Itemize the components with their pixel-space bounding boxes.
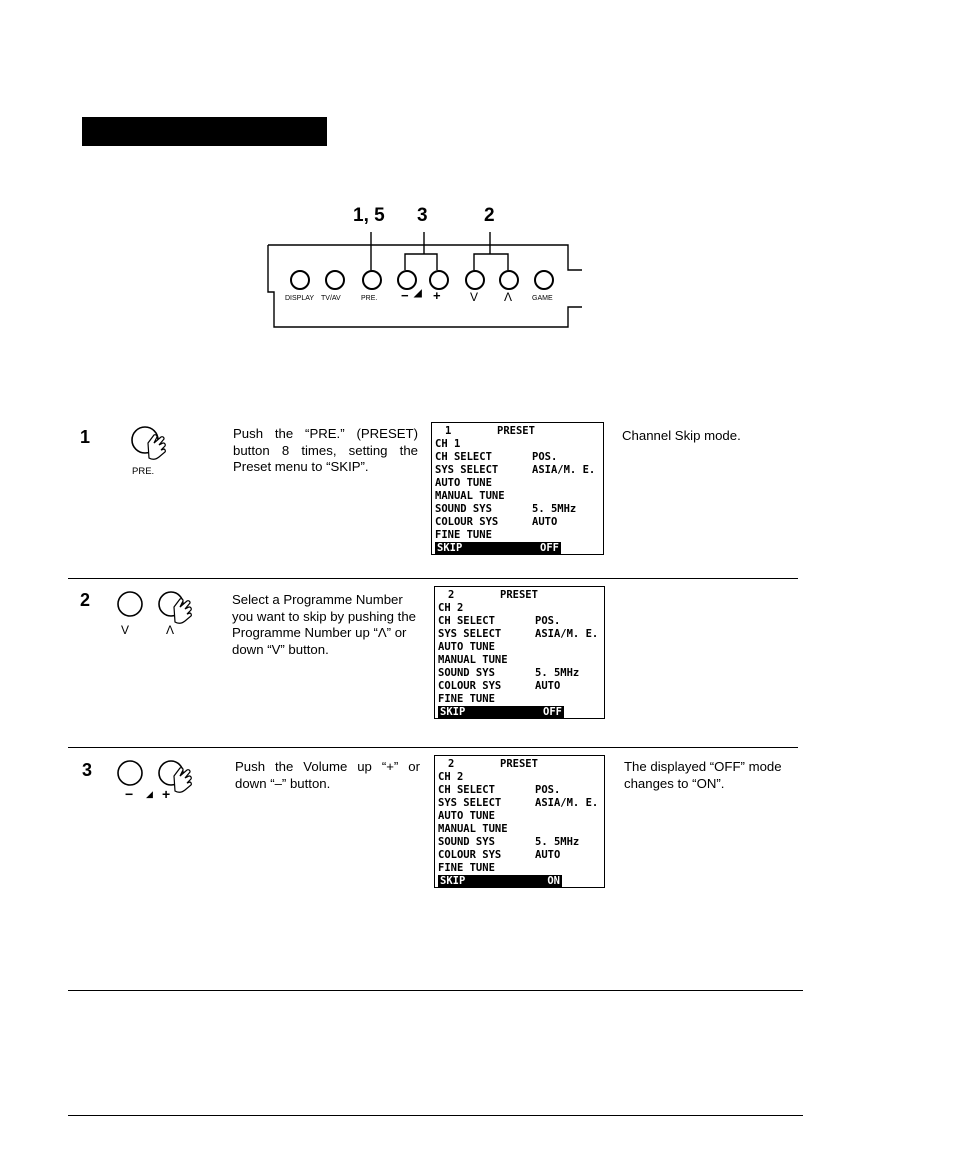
- osd-channel: CH 1: [435, 438, 461, 450]
- osd-skip-highlight: [438, 706, 564, 719]
- programme-down-button[interactable]: [465, 270, 485, 290]
- osd-skip-value: OFF: [543, 706, 562, 718]
- osd-skip-label: SKIP: [437, 542, 463, 554]
- osd-channel: CH 2: [438, 771, 464, 783]
- osd-label: MANUAL TUNE: [438, 823, 508, 835]
- osd-value: 5. 5MHz: [532, 503, 577, 515]
- osd-label: CH SELECT: [438, 615, 495, 627]
- osd-channel: CH 2: [438, 602, 464, 614]
- plus-label: +: [162, 786, 171, 802]
- down-label: V: [121, 623, 130, 637]
- osd-screen-step-3: [434, 755, 605, 888]
- osd-skip-label: SKIP: [440, 706, 466, 718]
- osd-value: POS.: [535, 615, 561, 627]
- osd-value: ASIA/M. E.: [535, 797, 599, 809]
- pre-icon-label: PRE.: [132, 466, 155, 477]
- osd-label: AUTO TUNE: [438, 810, 495, 822]
- osd-value: AUTO: [535, 849, 561, 861]
- game-label: GAME: [532, 295, 553, 302]
- game-button[interactable]: [534, 270, 554, 290]
- osd-label: SOUND SYS: [435, 503, 492, 515]
- section-divider: [68, 1115, 803, 1116]
- osd-value: 5. 5MHz: [535, 667, 580, 679]
- osd-skip-value: OFF: [540, 542, 559, 554]
- osd-skip-label: SKIP: [440, 875, 466, 887]
- osd-label: FINE TUNE: [435, 529, 492, 541]
- osd-value: POS.: [535, 784, 561, 796]
- osd-label: AUTO TUNE: [435, 477, 492, 489]
- hand-icon: [128, 423, 178, 467]
- step-3-note: The displayed “OFF” mode changes to “ON”.: [624, 759, 782, 791]
- volume-down-button[interactable]: [397, 270, 417, 290]
- step-1-note: Channel Skip mode.: [622, 428, 741, 443]
- osd-label: COLOUR SYS: [435, 516, 499, 528]
- osd-label: MANUAL TUNE: [435, 490, 505, 502]
- osd-label: CH SELECT: [438, 784, 495, 796]
- preset-button[interactable]: [362, 270, 382, 290]
- minus-label: −: [125, 786, 134, 802]
- preset-label: PRE.: [361, 295, 378, 302]
- osd-title: PRESET: [497, 425, 535, 437]
- osd-value: AUTO: [532, 516, 558, 528]
- osd-label: SYS SELECT: [438, 628, 502, 640]
- down-arrow-symbol: V: [470, 290, 479, 304]
- minus-symbol: −: [401, 288, 409, 303]
- step-divider: [68, 747, 798, 748]
- osd-title: PRESET: [500, 589, 538, 601]
- osd-skip-highlight: [438, 875, 562, 888]
- step-3-instruction: Push the Volume up “+” or down “–” button.: [235, 759, 420, 791]
- osd-value: 5. 5MHz: [535, 836, 580, 848]
- osd-value: ASIA/M. E.: [532, 464, 596, 476]
- step-number: 1: [80, 427, 91, 447]
- programme-up-button[interactable]: [499, 270, 519, 290]
- osd-label: FINE TUNE: [438, 862, 495, 874]
- display-button[interactable]: [290, 270, 310, 290]
- osd-position: 1: [445, 425, 452, 437]
- osd-screen-step-2: [434, 586, 605, 719]
- osd-label: SYS SELECT: [435, 464, 499, 476]
- osd-label: COLOUR SYS: [438, 680, 502, 692]
- osd-label: SOUND SYS: [438, 667, 495, 679]
- volume-icon: ◢: [146, 789, 153, 799]
- osd-value: ASIA/M. E.: [535, 628, 599, 640]
- up-arrow-symbol: Λ: [504, 290, 513, 304]
- plus-symbol: +: [433, 288, 441, 303]
- osd-title: PRESET: [500, 758, 538, 770]
- volume-icon: ◢: [414, 288, 422, 299]
- osd-label: COLOUR SYS: [438, 849, 502, 861]
- callout-2: 2: [484, 205, 495, 226]
- callout-1-5: 1, 5: [353, 205, 385, 226]
- osd-label: SYS SELECT: [438, 797, 502, 809]
- step-number: 2: [80, 590, 91, 610]
- tv-av-label: TV/AV: [321, 295, 341, 302]
- osd-skip-value: ON: [547, 875, 560, 887]
- step-2-instruction: Select a Programme Number you want to skip by pushing the Programme Number up “Λ” or down “V” button.: [232, 592, 417, 657]
- osd-label: SOUND SYS: [438, 836, 495, 848]
- callout-3: 3: [417, 205, 428, 226]
- volume-up-button[interactable]: [429, 270, 449, 290]
- step-1-instruction: Push the “PRE.” (PRESET) button 8 times, setting the Preset menu to “SKIP”.: [233, 426, 418, 475]
- osd-value: AUTO: [535, 680, 561, 692]
- osd-label: FINE TUNE: [438, 693, 495, 705]
- osd-skip-highlight: [435, 542, 561, 555]
- step-divider: [68, 578, 798, 579]
- section-divider: [68, 990, 803, 991]
- osd-screen-step-1: [431, 422, 604, 555]
- step-number: 3: [82, 760, 93, 780]
- up-label: Λ: [166, 623, 175, 637]
- osd-position: 2: [448, 758, 455, 770]
- osd-position: 2: [448, 589, 455, 601]
- osd-label: MANUAL TUNE: [438, 654, 508, 666]
- display-label: DISPLAY: [285, 295, 315, 302]
- tv-av-button[interactable]: [325, 270, 345, 290]
- osd-label: CH SELECT: [435, 451, 492, 463]
- osd-value: POS.: [532, 451, 558, 463]
- osd-label: AUTO TUNE: [438, 641, 495, 653]
